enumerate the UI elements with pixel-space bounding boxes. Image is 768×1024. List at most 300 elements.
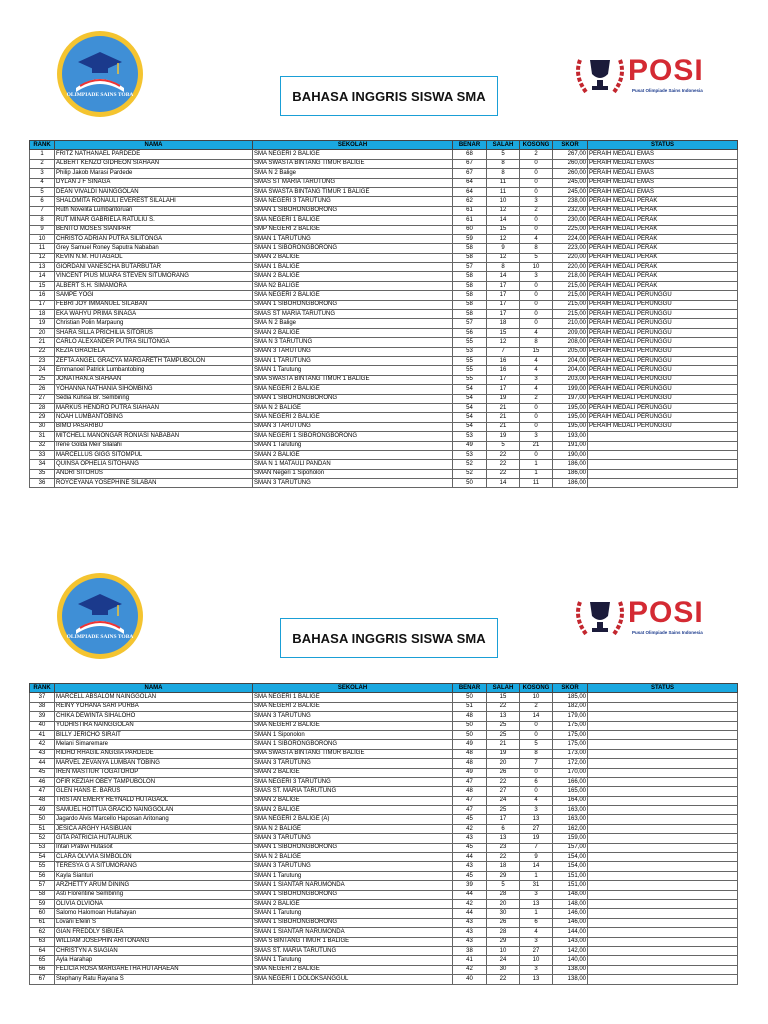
- skor-cell: 163,00: [553, 806, 588, 815]
- rank-cell: 24: [30, 366, 55, 375]
- sekolah-cell: SMP NEGERI 2 BALIGE: [253, 225, 453, 234]
- benar-cell: 41: [453, 956, 487, 965]
- salah-cell: 15: [487, 328, 520, 337]
- rank-cell: 2: [30, 159, 55, 168]
- sekolah-cell: SMAN 2 BALIGE: [253, 253, 453, 262]
- table-row: [30, 403, 738, 412]
- kosong-cell: 3: [520, 965, 553, 974]
- rank-cell: 23: [30, 356, 55, 365]
- table-row: [30, 432, 738, 441]
- table-row: [30, 413, 738, 422]
- table-row: [30, 272, 738, 281]
- sekolah-cell: SMA N2 BALIGE: [253, 281, 453, 290]
- benar-cell: 48: [453, 712, 487, 721]
- nama-cell: GITA PATRICIA HUTAURUK: [55, 834, 253, 843]
- benar-cell: 59: [453, 234, 487, 243]
- benar-cell: 58: [453, 310, 487, 319]
- salah-cell: 9: [487, 244, 520, 253]
- status-cell: [588, 740, 738, 749]
- rank-cell: 8: [30, 216, 55, 225]
- salah-cell: 7: [487, 347, 520, 356]
- salah-cell: 15: [487, 225, 520, 234]
- rank-cell: 61: [30, 918, 55, 927]
- kosong-cell: 4: [520, 366, 553, 375]
- sekolah-cell: SMAN 3 TARUTUNG: [253, 862, 453, 871]
- status-cell: PERAIH MEDALI EMAS: [588, 150, 738, 159]
- nama-cell: JESICA ARGHY HASIBUAN: [55, 824, 253, 833]
- kosong-cell: 0: [520, 225, 553, 234]
- benar-cell: 54: [453, 413, 487, 422]
- olimpiade-logo-icon: [56, 572, 144, 660]
- nama-cell: VINCENT PIUS MUARA STEVEN SITUMORANG: [55, 272, 253, 281]
- nama-cell: Lovani Efelin S: [55, 918, 253, 927]
- salah-cell: 25: [487, 721, 520, 730]
- nama-cell: ALBERT S.H. SIMAMORA: [55, 281, 253, 290]
- sekolah-cell: SMA N 1 MATAULI PANDAN: [253, 460, 453, 469]
- nama-cell: Grey Samuel Roney Saputra Nababan: [55, 244, 253, 253]
- status-cell: PERAIH MEDALI PERUNGGU: [588, 328, 738, 337]
- nama-cell: QUINSA OPHELIA SITOHANG: [55, 460, 253, 469]
- status-cell: PERAIH MEDALI PERUNGGU: [588, 366, 738, 375]
- col-status: STATUS: [588, 141, 738, 150]
- table-row: [30, 169, 738, 178]
- nama-cell: RUT MINAR GABRIELA RATULIU S.: [55, 216, 253, 225]
- skor-cell: 157,00: [553, 843, 588, 852]
- salah-cell: 12: [487, 206, 520, 215]
- results-body-2: [30, 693, 738, 984]
- skor-cell: 204,00: [553, 366, 588, 375]
- status-cell: PERAIH MEDALI EMAS: [588, 169, 738, 178]
- status-cell: PERAIH MEDALI PERUNGGU: [588, 310, 738, 319]
- status-cell: [588, 853, 738, 862]
- kosong-cell: 4: [520, 356, 553, 365]
- salah-cell: 15: [487, 693, 520, 702]
- table-row: [30, 187, 738, 196]
- salah-cell: 22: [487, 460, 520, 469]
- kosong-cell: 10: [520, 263, 553, 272]
- col-rank: RANK: [30, 141, 55, 150]
- status-cell: [588, 862, 738, 871]
- left-logo-text: OLIMPIADE SAINS TOBA: [66, 634, 134, 640]
- table-row: [30, 300, 738, 309]
- table-row: [30, 777, 738, 786]
- kosong-cell: 11: [520, 479, 553, 488]
- table-row: [30, 479, 738, 488]
- table-row: [30, 291, 738, 300]
- salah-cell: 30: [487, 909, 520, 918]
- rank-cell: 55: [30, 862, 55, 871]
- table-row: [30, 225, 738, 234]
- kosong-cell: 31: [520, 881, 553, 890]
- rank-cell: 54: [30, 853, 55, 862]
- rank-cell: 4: [30, 178, 55, 187]
- table-row: [30, 216, 738, 225]
- status-cell: PERAIH MEDALI PERAK: [588, 197, 738, 206]
- salah-cell: 27: [487, 787, 520, 796]
- kosong-cell: 3: [520, 197, 553, 206]
- olimpiade-logo-icon: [56, 30, 144, 118]
- skor-cell: 146,00: [553, 918, 588, 927]
- sekolah-cell: SMA S BINTANG TIMUR 1 BALIGE: [253, 937, 453, 946]
- nama-cell: TRISTAN EMERY REYNALD HUTAGAOL: [55, 796, 253, 805]
- page-title-box: [280, 76, 498, 116]
- sekolah-cell: SMA SWASTA BINTANG TIMUR 1 BALIGE: [253, 375, 453, 384]
- table-row: [30, 206, 738, 215]
- sekolah-cell: SMAN 2 BALIGE: [253, 806, 453, 815]
- rank-cell: 50: [30, 815, 55, 824]
- nama-cell: YOHANNA NATHANIA SIHOMBING: [55, 385, 253, 394]
- kosong-cell: 4: [520, 796, 553, 805]
- benar-cell: 57: [453, 319, 487, 328]
- table-row: [30, 721, 738, 730]
- nama-cell: RIDHO RHAGIL ANGGIA PARDEDE: [55, 749, 253, 758]
- sekolah-cell: SMAN 1 SIBORONGBORONG: [253, 206, 453, 215]
- sekolah-cell: SMA NEGERI 2 BALIGE: [253, 702, 453, 711]
- skor-cell: 195,00: [553, 403, 588, 412]
- nama-cell: GLEN HANS E. BARUS: [55, 787, 253, 796]
- kosong-cell: 14: [520, 712, 553, 721]
- kosong-cell: 2: [520, 702, 553, 711]
- salah-cell: 22: [487, 450, 520, 459]
- posi-subtitle: Pusat Olimpiade Sains Indonesia: [632, 630, 703, 635]
- rank-cell: 57: [30, 881, 55, 890]
- benar-cell: 44: [453, 890, 487, 899]
- skor-cell: 159,00: [553, 834, 588, 843]
- status-cell: [588, 749, 738, 758]
- status-cell: [588, 768, 738, 777]
- salah-cell: 13: [487, 834, 520, 843]
- benar-cell: 67: [453, 169, 487, 178]
- kosong-cell: 3: [520, 937, 553, 946]
- kosong-cell: 0: [520, 721, 553, 730]
- table-row: [30, 815, 738, 824]
- benar-cell: 62: [453, 197, 487, 206]
- kosong-cell: 0: [520, 300, 553, 309]
- table-row: [30, 975, 738, 984]
- skor-cell: 186,00: [553, 469, 588, 478]
- rank-cell: 7: [30, 206, 55, 215]
- salah-cell: 20: [487, 759, 520, 768]
- status-cell: [588, 777, 738, 786]
- skor-cell: 151,00: [553, 871, 588, 880]
- skor-cell: 195,00: [553, 413, 588, 422]
- sekolah-cell: SMAN 2 BALIGE: [253, 899, 453, 908]
- nama-cell: ZEFTA ANGEL GRACYA MARGARETH TAMPUBOLON: [55, 356, 253, 365]
- sekolah-cell: SMA NEGERI 2 BALIGE: [253, 413, 453, 422]
- rank-cell: 9: [30, 225, 55, 234]
- results-table-1: [29, 140, 738, 488]
- sekolah-cell: SMAN 1 SIBORONGBORONG: [253, 843, 453, 852]
- rank-cell: 48: [30, 796, 55, 805]
- benar-cell: 53: [453, 347, 487, 356]
- kosong-cell: 8: [520, 749, 553, 758]
- nama-cell: MARCELL ABSALOM NAINGGOLAN: [55, 693, 253, 702]
- rank-cell: 20: [30, 328, 55, 337]
- table-row: [30, 310, 738, 319]
- status-cell: [588, 928, 738, 937]
- benar-cell: 58: [453, 300, 487, 309]
- nama-cell: Sedia Kuhisa Br. Sembiring: [55, 394, 253, 403]
- kosong-cell: 1: [520, 469, 553, 478]
- status-cell: PERAIH MEDALI EMAS: [588, 187, 738, 196]
- rank-cell: 18: [30, 310, 55, 319]
- rank-cell: 53: [30, 843, 55, 852]
- sekolah-cell: SMAN 1 SIANTAR NARUMONDA: [253, 928, 453, 937]
- sekolah-cell: SMAN 1 SIBORONGBORONG: [253, 394, 453, 403]
- rank-cell: 1: [30, 150, 55, 159]
- rank-cell: 46: [30, 777, 55, 786]
- nama-cell: REINY YOHANA SARI PURBA: [55, 702, 253, 711]
- benar-cell: 45: [453, 871, 487, 880]
- skor-cell: 165,00: [553, 787, 588, 796]
- table-row: [30, 394, 738, 403]
- rank-cell: 35: [30, 469, 55, 478]
- kosong-cell: 1: [520, 460, 553, 469]
- kosong-cell: 3: [520, 890, 553, 899]
- table-row: [30, 450, 738, 459]
- salah-cell: 17: [487, 300, 520, 309]
- benar-cell: 43: [453, 928, 487, 937]
- kosong-cell: 13: [520, 815, 553, 824]
- sekolah-cell: SMAN 3 TARUTUNG: [253, 347, 453, 356]
- left-logo-text: OLIMPIADE SAINS TOBA: [66, 92, 134, 98]
- results-section-2: [0, 540, 768, 1024]
- table-row: [30, 338, 738, 347]
- col-kosong: KOSONG: [520, 684, 553, 693]
- table-row: [30, 150, 738, 159]
- status-cell: [588, 460, 738, 469]
- nama-cell: BIMO PASARIBU: [55, 422, 253, 431]
- rank-cell: 27: [30, 394, 55, 403]
- table-row: [30, 328, 738, 337]
- kosong-cell: 4: [520, 928, 553, 937]
- nama-cell: ANDRI SITORUS: [55, 469, 253, 478]
- skor-cell: 203,00: [553, 375, 588, 384]
- status-cell: [588, 834, 738, 843]
- table-row: [30, 824, 738, 833]
- benar-cell: 50: [453, 721, 487, 730]
- status-cell: PERAIH MEDALI PERUNGGU: [588, 347, 738, 356]
- nama-cell: OLIVIA OLVIONA: [55, 899, 253, 908]
- table-row: [30, 806, 738, 815]
- rank-cell: 3: [30, 169, 55, 178]
- benar-cell: 42: [453, 965, 487, 974]
- skor-cell: 238,00: [553, 197, 588, 206]
- rank-cell: 49: [30, 806, 55, 815]
- sekolah-cell: SMA SWASTA BINTANG TIMUR BALIGE: [253, 749, 453, 758]
- salah-cell: 25: [487, 806, 520, 815]
- rank-cell: 65: [30, 956, 55, 965]
- table-row: [30, 890, 738, 899]
- status-cell: PERAIH MEDALI PERAK: [588, 253, 738, 262]
- nama-cell: Irene Golda Meir Silalahi: [55, 441, 253, 450]
- results-table-2: [29, 683, 738, 985]
- nama-cell: KEVIN N.M. HUTAGAOL: [55, 253, 253, 262]
- benar-cell: 58: [453, 244, 487, 253]
- kosong-cell: 0: [520, 422, 553, 431]
- sekolah-cell: SMAN 1 SIBORONGBORONG: [253, 890, 453, 899]
- nama-cell: Kayla Sianturi: [55, 871, 253, 880]
- col-salah: SALAH: [487, 141, 520, 150]
- kosong-cell: 0: [520, 281, 553, 290]
- posi-brand: POSI: [628, 596, 704, 629]
- status-cell: [588, 730, 738, 739]
- status-cell: [588, 702, 738, 711]
- kosong-cell: 0: [520, 730, 553, 739]
- salah-cell: 21: [487, 403, 520, 412]
- table-row: [30, 749, 738, 758]
- skor-cell: 148,00: [553, 899, 588, 908]
- salah-cell: 21: [487, 422, 520, 431]
- nama-cell: ALBERT KENZO GIDHEON SIAHAAN: [55, 159, 253, 168]
- col-benar: BENAR: [453, 684, 487, 693]
- benar-cell: 42: [453, 899, 487, 908]
- skor-cell: 267,00: [553, 150, 588, 159]
- benar-cell: 48: [453, 749, 487, 758]
- status-cell: PERAIH MEDALI PERUNGGU: [588, 338, 738, 347]
- nama-cell: CHRISTYN A SIAGIAN: [55, 946, 253, 955]
- skor-cell: 220,00: [553, 253, 588, 262]
- table-row: [30, 918, 738, 927]
- status-cell: [588, 787, 738, 796]
- rank-cell: 30: [30, 422, 55, 431]
- sekolah-cell: SMAN 1 SIANTAR NARUMONDA: [253, 881, 453, 890]
- benar-cell: 64: [453, 178, 487, 187]
- status-cell: PERAIH MEDALI PERAK: [588, 272, 738, 281]
- salah-cell: 8: [487, 169, 520, 178]
- benar-cell: 54: [453, 403, 487, 412]
- skor-cell: 215,00: [553, 281, 588, 290]
- status-cell: [588, 956, 738, 965]
- status-cell: [588, 890, 738, 899]
- rank-cell: 42: [30, 740, 55, 749]
- table-row: [30, 319, 738, 328]
- salah-cell: 22: [487, 975, 520, 984]
- skor-cell: 245,00: [553, 178, 588, 187]
- benar-cell: 48: [453, 759, 487, 768]
- benar-cell: 64: [453, 187, 487, 196]
- kosong-cell: 3: [520, 375, 553, 384]
- nama-cell: ARZHETTY ARUM DINING: [55, 881, 253, 890]
- benar-cell: 45: [453, 815, 487, 824]
- skor-cell: 215,00: [553, 291, 588, 300]
- status-cell: PERAIH MEDALI PERAK: [588, 263, 738, 272]
- table-row: [30, 937, 738, 946]
- col-rank: RANK: [30, 684, 55, 693]
- salah-cell: 17: [487, 281, 520, 290]
- salah-cell: 10: [487, 946, 520, 955]
- benar-cell: 49: [453, 768, 487, 777]
- salah-cell: 5: [487, 441, 520, 450]
- trophy-wreath-icon: [574, 596, 626, 640]
- status-cell: PERAIH MEDALI PERUNGGU: [588, 403, 738, 412]
- sekolah-cell: SMAN 1 Tarutung: [253, 909, 453, 918]
- rank-cell: 40: [30, 721, 55, 730]
- sekolah-cell: SMAN 3 TARUTUNG: [253, 759, 453, 768]
- skor-cell: 140,00: [553, 956, 588, 965]
- kosong-cell: 19: [520, 834, 553, 843]
- kosong-cell: 0: [520, 787, 553, 796]
- nama-cell: Intan Pratiwi Hutasoit: [55, 843, 253, 852]
- kosong-cell: 1: [520, 871, 553, 880]
- rank-cell: 25: [30, 375, 55, 384]
- sekolah-cell: SMA N 3 TARUTUNG: [253, 338, 453, 347]
- posi-logo-2: [574, 594, 714, 644]
- skor-cell: 170,00: [553, 768, 588, 777]
- sekolah-cell: SMA N 2 Balige: [253, 319, 453, 328]
- status-cell: [588, 843, 738, 852]
- salah-cell: 6: [487, 824, 520, 833]
- benar-cell: 61: [453, 216, 487, 225]
- sekolah-cell: SMAN 1 Tarutung: [253, 871, 453, 880]
- table-row: [30, 693, 738, 702]
- rank-cell: 22: [30, 347, 55, 356]
- status-cell: [588, 450, 738, 459]
- table-row: [30, 460, 738, 469]
- rank-cell: 52: [30, 834, 55, 843]
- kosong-cell: 0: [520, 450, 553, 459]
- kosong-cell: 7: [520, 843, 553, 852]
- rank-cell: 43: [30, 749, 55, 758]
- sekolah-cell: SMAN 1 Tarutung: [253, 956, 453, 965]
- sekolah-cell: SMAN 1 Tarutung: [253, 441, 453, 450]
- sekolah-cell: SMAN 3 TARUTUNG: [253, 422, 453, 431]
- table-row: [30, 469, 738, 478]
- skor-cell: 190,00: [553, 450, 588, 459]
- benar-cell: 56: [453, 328, 487, 337]
- nama-cell: Emmanoel Patrick Lumbantobing: [55, 366, 253, 375]
- kosong-cell: 0: [520, 169, 553, 178]
- kosong-cell: 7: [520, 759, 553, 768]
- kosong-cell: 2: [520, 150, 553, 159]
- skor-cell: 230,00: [553, 216, 588, 225]
- nama-cell: JONATHAN.A SIAHAAN: [55, 375, 253, 384]
- skor-cell: 175,00: [553, 730, 588, 739]
- sekolah-cell: SMA NEGERI 2 BALIGE: [253, 385, 453, 394]
- status-cell: [588, 946, 738, 955]
- table-row: [30, 347, 738, 356]
- nama-cell: YUDHISTIRA NAINGGOLAN: [55, 721, 253, 730]
- rank-cell: 59: [30, 899, 55, 908]
- salah-cell: 17: [487, 291, 520, 300]
- status-cell: [588, 759, 738, 768]
- table-row: [30, 234, 738, 243]
- col-benar: BENAR: [453, 141, 487, 150]
- kosong-cell: 0: [520, 291, 553, 300]
- sekolah-cell: SMAN 1 BALIGE: [253, 263, 453, 272]
- rank-cell: 26: [30, 385, 55, 394]
- sekolah-cell: SMAN 3 TARUTUNG: [253, 712, 453, 721]
- salah-cell: 17: [487, 375, 520, 384]
- status-cell: [588, 721, 738, 730]
- rank-cell: 37: [30, 693, 55, 702]
- salah-cell: 29: [487, 871, 520, 880]
- salah-cell: 29: [487, 937, 520, 946]
- benar-cell: 55: [453, 338, 487, 347]
- col-nama: NAMA: [55, 141, 253, 150]
- rank-cell: 32: [30, 441, 55, 450]
- salah-cell: 13: [487, 712, 520, 721]
- skor-cell: 154,00: [553, 862, 588, 871]
- status-cell: PERAIH MEDALI PERAK: [588, 216, 738, 225]
- sekolah-cell: SMAN 2 BALIGE: [253, 796, 453, 805]
- status-cell: [588, 815, 738, 824]
- salah-cell: 26: [487, 918, 520, 927]
- salah-cell: 18: [487, 862, 520, 871]
- status-cell: PERAIH MEDALI PERUNGGU: [588, 375, 738, 384]
- salah-cell: 5: [487, 150, 520, 159]
- nama-cell: MARVEL ZEVANYA LUMBAN TOBING: [55, 759, 253, 768]
